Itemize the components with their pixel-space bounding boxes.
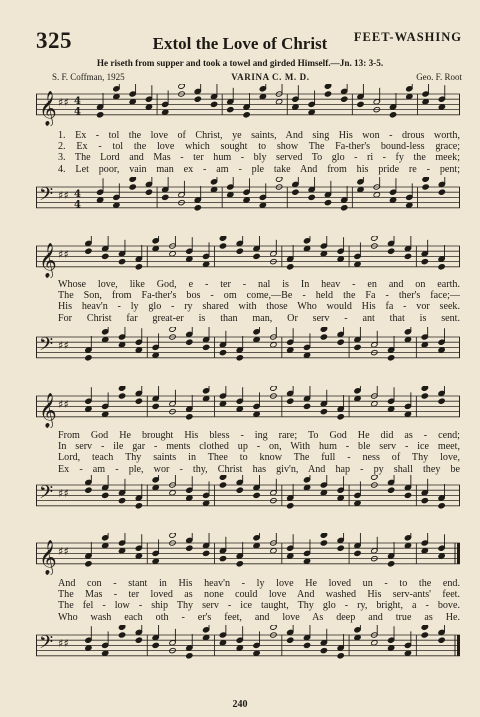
- note-head: [145, 104, 152, 110]
- note-head: [341, 205, 348, 211]
- staff-drawing: [36, 177, 460, 219]
- note-head: [85, 355, 92, 361]
- note-head: [422, 99, 429, 105]
- note-head: [186, 545, 193, 551]
- note-head: [202, 550, 209, 556]
- note-head: [227, 106, 234, 112]
- note-head: [219, 482, 226, 488]
- note-head: [270, 548, 277, 554]
- note-head: [219, 401, 226, 407]
- note-head: [357, 186, 364, 192]
- note-head: [287, 553, 294, 559]
- lyric-verse-2: The Son, from Fa-ther's bos - om come,—Be - held the Fa - ther's face;—: [58, 290, 460, 302]
- note-head: [152, 558, 159, 564]
- note-head: [202, 500, 209, 506]
- note-head: [85, 248, 92, 254]
- note-head: [186, 495, 193, 501]
- note-head: [303, 352, 310, 358]
- time-signature-digit: 4: [74, 188, 81, 200]
- note-head: [152, 642, 159, 648]
- note-head: [236, 561, 243, 567]
- note-head: [135, 503, 142, 509]
- note-head: [210, 101, 217, 107]
- lyrics-block-1: [58, 130, 460, 175]
- note-head: [129, 99, 136, 105]
- note-head: [270, 342, 277, 348]
- sharp-icon: ♯♯: [58, 544, 69, 558]
- treble-staff-4: [36, 533, 460, 575]
- treble-clef-icon: 𝄞: [39, 392, 57, 428]
- lyric-verse-1: And con - stant in His heav'n - ly love He loved un - to the end.: [58, 578, 460, 589]
- note-head: [354, 500, 361, 506]
- sharp-icon: ♯♯: [58, 188, 69, 202]
- note-head: [337, 653, 344, 659]
- note-head: [219, 243, 226, 249]
- note-head: [186, 256, 193, 262]
- composer-credit: Geo. F. Root: [416, 72, 462, 82]
- note-head: [387, 406, 394, 412]
- lyric-verse-2: The Mas - ter loved as none could love And washed His serv-ants' feet.: [58, 589, 460, 601]
- note-head: [85, 645, 92, 651]
- note-head: [202, 261, 209, 267]
- sharp-icon: ♯♯: [58, 486, 69, 500]
- note-head: [341, 96, 348, 102]
- treble-staff-1: [36, 84, 460, 126]
- note-head: [389, 112, 396, 118]
- lyric-verse-3: Lord, teach Thy saints in Thee to know The full - ness of Thy love,: [58, 452, 460, 464]
- note-head: [287, 637, 294, 643]
- note-head: [438, 189, 445, 195]
- note-head: [194, 96, 201, 102]
- note-head: [135, 398, 142, 404]
- lyric-verse-4: Who wash each oth - er's feet, and love As deep and true as He.: [58, 611, 460, 623]
- note-head: [438, 264, 445, 270]
- note-head: [308, 109, 315, 115]
- staff-drawing: [36, 386, 460, 428]
- note-head: [292, 189, 299, 195]
- note-head: [303, 642, 310, 648]
- note-head: [186, 339, 193, 345]
- note-head: [371, 401, 378, 407]
- note-head: [371, 640, 378, 646]
- note-head: [287, 264, 294, 270]
- note-head: [219, 640, 226, 646]
- lyrics-block-3: [58, 430, 460, 475]
- note-head: [219, 349, 226, 355]
- treble-clef-icon: 𝄞: [39, 539, 57, 575]
- note-head: [253, 336, 260, 342]
- note-head: [236, 355, 243, 361]
- note-head: [303, 245, 310, 251]
- treble-clef-icon: 𝄞: [39, 90, 57, 126]
- note-head: [387, 645, 394, 651]
- note-head: [243, 112, 250, 118]
- bass-staff-2: [36, 327, 460, 369]
- note-head: [102, 336, 109, 342]
- lyric-verse-3: The fel - low - ship Thy serv - ice taught, Thy glo - ry, bright, a - bove.: [58, 600, 460, 612]
- note-head: [320, 647, 327, 653]
- note-head: [354, 395, 361, 401]
- note-head: [152, 403, 159, 409]
- note-head: [421, 342, 428, 348]
- lyric-verse-3: 3. The Lord and Mas - ter hum - bly served To glo - ri - fy the meek;: [58, 152, 460, 164]
- note-head: [292, 104, 299, 110]
- lyric-verse-1: 1. Ex - tol the love of Christ, ye saints, And sing His won - drous worth,: [58, 130, 460, 141]
- bass-staff-3: [36, 475, 460, 517]
- note-head: [236, 248, 243, 254]
- note-head: [162, 194, 169, 200]
- page-number: 240: [232, 699, 248, 710]
- note-head: [421, 497, 428, 503]
- staff-drawing: [36, 625, 460, 667]
- staff-drawing: [36, 475, 460, 517]
- note-head: [253, 650, 260, 656]
- treble-staff-2: [36, 236, 460, 278]
- tune-name: VARINA C. M. D.: [231, 72, 310, 82]
- note-head: [324, 199, 331, 205]
- bass-staff-1: [36, 177, 460, 219]
- note-head: [303, 558, 310, 564]
- lyric-verse-4: For Christ far great-er is than man, Or serv - ant that is sent.: [58, 312, 460, 324]
- note-head: [337, 414, 344, 420]
- note-head: [236, 645, 243, 651]
- lyrics-block-2: [58, 279, 460, 324]
- treble-staff-3: [36, 386, 460, 428]
- note-head: [135, 553, 142, 559]
- time-signature-digit: 4: [74, 95, 81, 107]
- note-head: [320, 408, 327, 414]
- time-signature-digit: 4: [74, 106, 81, 118]
- note-head: [320, 490, 327, 496]
- bass-clef-icon: 𝄢: [39, 334, 54, 360]
- note-head: [308, 194, 315, 200]
- note-head: [387, 561, 394, 567]
- sharp-icon: ♯♯: [58, 397, 69, 411]
- note-head: [421, 393, 428, 399]
- staff-drawing: [36, 236, 460, 278]
- note-head: [243, 197, 250, 203]
- note-head: [438, 637, 445, 643]
- note-head: [253, 253, 260, 259]
- note-head: [320, 334, 327, 340]
- note-head: [287, 398, 294, 404]
- note-head: [152, 245, 159, 251]
- staff-drawing: [36, 327, 460, 369]
- note-head: [337, 339, 344, 345]
- time-signature-digit: 4: [74, 199, 81, 211]
- note-head: [421, 258, 428, 264]
- note-head: [324, 91, 331, 97]
- note-head: [118, 258, 125, 264]
- note-head: [422, 184, 429, 190]
- lyric-verse-3: His heav'n - ly glo - ry shared with those Who would His fa - vor seek.: [58, 301, 460, 313]
- bass-staff-4: [36, 625, 460, 667]
- note-head: [275, 99, 282, 105]
- note-head: [202, 344, 209, 350]
- note-head: [438, 503, 445, 509]
- note-head: [227, 192, 234, 198]
- note-head: [438, 398, 445, 404]
- note-head: [389, 197, 396, 203]
- note-head: [219, 555, 226, 561]
- lyric-verse-1: Whose love, like God, e - ter - nal is In heav - en and on earth.: [58, 279, 460, 290]
- note-head: [337, 545, 344, 551]
- lyrics-block-4: [58, 578, 460, 623]
- note-head: [287, 503, 294, 509]
- note-head: [210, 186, 217, 192]
- note-head: [152, 352, 159, 358]
- note-head: [421, 632, 428, 638]
- note-head: [438, 553, 445, 559]
- note-head: [404, 336, 411, 342]
- note-head: [354, 344, 361, 350]
- note-head: [404, 650, 411, 656]
- note-head: [337, 495, 344, 501]
- note-head: [96, 112, 103, 118]
- note-head: [118, 342, 125, 348]
- note-head: [253, 492, 260, 498]
- note-head: [85, 406, 92, 412]
- note-head: [354, 634, 361, 640]
- note-head: [387, 248, 394, 254]
- note-head: [186, 653, 193, 659]
- sharp-icon: ♯♯: [58, 338, 69, 352]
- lyric-verse-2: In serv - ile gar - ments clothed up - on, With hum - ble serv - ice meet,: [58, 441, 460, 453]
- note-head: [387, 355, 394, 361]
- note-head: [320, 540, 327, 546]
- note-head: [320, 251, 327, 257]
- note-head: [118, 632, 125, 638]
- note-head: [85, 561, 92, 567]
- note-head: [236, 406, 243, 412]
- note-head: [169, 490, 176, 496]
- note-head: [438, 347, 445, 353]
- note-head: [118, 393, 125, 399]
- note-head: [102, 492, 109, 498]
- scripture-epigraph: He riseth from supper and took a towel and girded Himself.—Jn. 13: 3-5.: [96, 58, 384, 68]
- note-head: [152, 484, 159, 490]
- note-head: [253, 542, 260, 548]
- note-head: [169, 251, 176, 257]
- note-head: [135, 347, 142, 353]
- note-head: [406, 202, 413, 208]
- note-head: [162, 109, 169, 115]
- note-head: [253, 411, 260, 417]
- note-head: [404, 492, 411, 498]
- note-head: [96, 197, 103, 203]
- note-head: [145, 189, 152, 195]
- lyric-verse-1: From God He brought His bless - ing rare; To God He did as - cend;: [58, 430, 460, 441]
- note-head: [387, 487, 394, 493]
- staff-drawing: [36, 84, 460, 126]
- note-head: [135, 637, 142, 643]
- sharp-icon: ♯♯: [58, 95, 69, 109]
- note-head: [404, 411, 411, 417]
- note-head: [303, 403, 310, 409]
- sharp-icon: ♯♯: [58, 636, 69, 650]
- note-head: [357, 101, 364, 107]
- note-head: [202, 634, 209, 640]
- note-head: [354, 261, 361, 267]
- lyric-verse-4: 4. Let poor, vain man ex - am - ple take And from his pride re - pent;: [58, 163, 460, 175]
- bass-clef-icon: 𝄢: [39, 632, 54, 658]
- note-head: [202, 395, 209, 401]
- hymn-title: Extol the Love of Christ: [152, 34, 328, 53]
- note-head: [438, 104, 445, 110]
- note-head: [102, 411, 109, 417]
- note-head: [102, 650, 109, 656]
- sharp-icon: ♯♯: [58, 247, 69, 261]
- bass-clef-icon: 𝄢: [39, 482, 54, 508]
- note-head: [135, 264, 142, 270]
- note-head: [186, 414, 193, 420]
- lyric-verse-2: 2. Ex - tol the love which sought to show The Fa-ther's bound-less grace;: [58, 141, 460, 153]
- note-head: [303, 484, 310, 490]
- note-head: [236, 487, 243, 493]
- section-title: FEET-WASHING: [353, 30, 462, 44]
- note-head: [337, 256, 344, 262]
- author-credit: S. F. Coffman, 1925: [52, 72, 125, 82]
- credits-line: [52, 72, 462, 82]
- note-head: [354, 550, 361, 556]
- note-head: [421, 548, 428, 554]
- note-head: [118, 497, 125, 503]
- note-head: [194, 205, 201, 211]
- note-head: [287, 347, 294, 353]
- bass-clef-icon: 𝄢: [39, 184, 54, 210]
- note-head: [113, 202, 120, 208]
- note-head: [85, 487, 92, 493]
- note-head: [129, 184, 136, 190]
- hymn-number: 325: [36, 28, 72, 53]
- note-head: [406, 93, 413, 99]
- note-head: [118, 548, 125, 554]
- note-head: [102, 253, 109, 259]
- staff-drawing: [36, 533, 460, 575]
- note-head: [373, 192, 380, 198]
- note-head: [102, 542, 109, 548]
- note-head: [404, 253, 411, 259]
- note-head: [259, 202, 266, 208]
- note-head: [404, 542, 411, 548]
- treble-clef-icon: 𝄞: [39, 242, 57, 278]
- note-head: [259, 93, 266, 99]
- lyric-verse-4: Ex - am - ple, wor - thy, Christ has giv'n, And hap - py shall they be: [58, 463, 460, 475]
- note-head: [113, 93, 120, 99]
